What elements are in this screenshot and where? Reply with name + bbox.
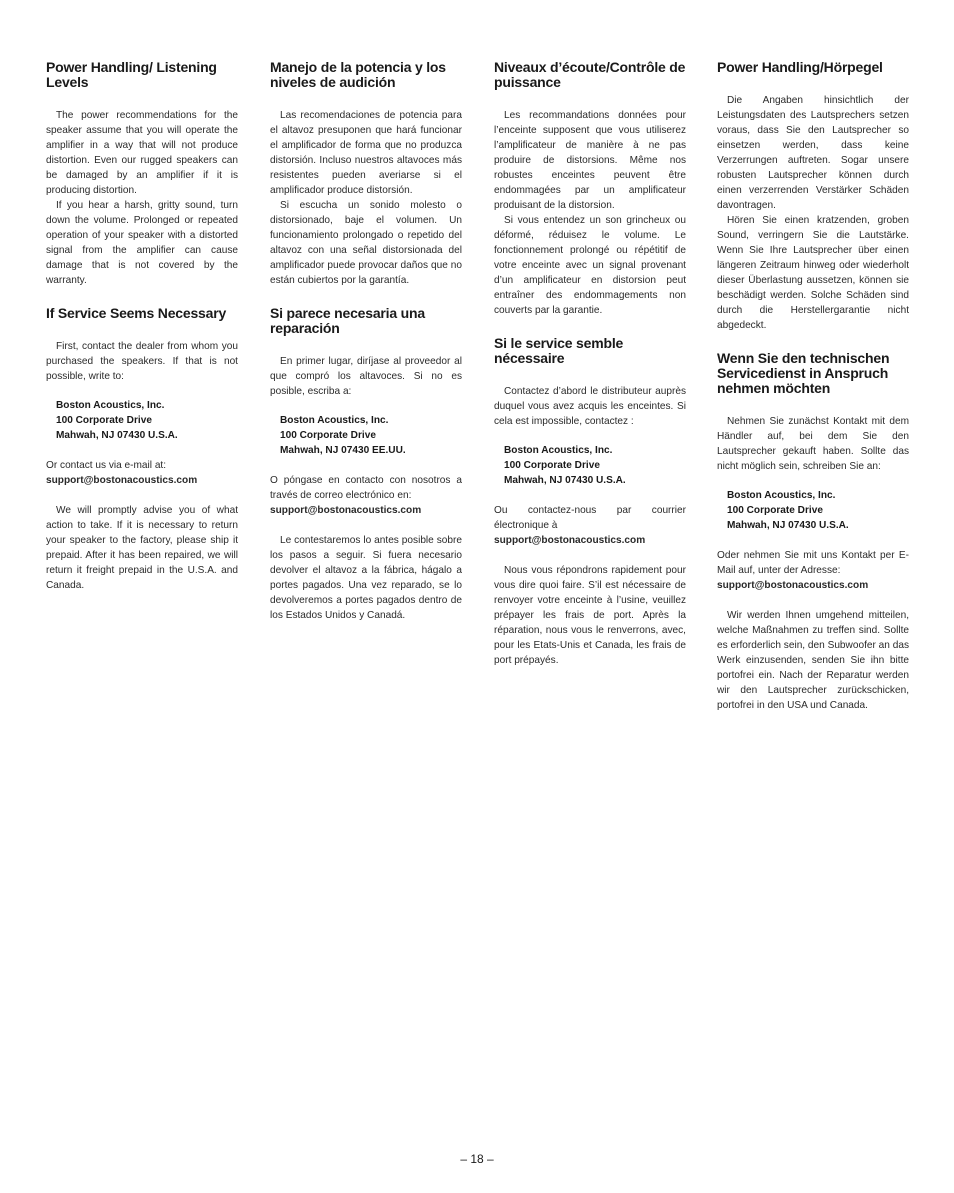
- email-link[interactable]: support@bostonacoustics.com: [270, 505, 422, 516]
- paragraph: Or contact us via e-mail at:: [46, 460, 167, 471]
- heading-service: Wenn Sie den technischen Servicedienst in Anspruch nehmen möchten: [717, 350, 890, 396]
- paragraph: Oder nehmen Sie mit uns Kontakt per E-Mail auf, unter der Adresse:: [717, 550, 909, 576]
- heading-power-handling: Manejo de la potencia y los niveles de audición: [270, 59, 446, 90]
- paragraph: Si escucha un sonido molesto o distorsionado, baje el volumen. Un funcionamiento prolongado o repetido del altavoz con una señal distorsionada del amplificador puede provocar daños que no están cubiertos por la garantía.: [270, 200, 462, 286]
- address-line: 100 Corporate Drive: [504, 460, 600, 471]
- paragraph: En primer lugar, diríjase al proveedor al que compró los altavoces. Si no es posible, escriba a:: [270, 356, 462, 397]
- address-line: Mahwah, NJ 07430 U.S.A.: [504, 475, 626, 486]
- paragraph: Die Angaben hinsichtlich der Leistungsdaten des Lautsprechers setzen voraus, dass Sie den Lautsprecher so einsetzen werden, dass keine Verzerrungen auftreten. Sogar unsere robusten Lautsprecher können durch einen verzerrenden Verstärker Schäden davontragen.: [717, 95, 909, 211]
- heading-power-handling: Power Handling/Hörpegel: [717, 59, 883, 75]
- paragraph: Le contestaremos lo antes posible sobre los pasos a seguir. Si fuera necesario devolver el altavoz a la fábrica, hágalo a portes pagados. Una vez reparado, se lo devolveremos a portes pagados dentro de los Estados Unidos y Canadá.: [270, 535, 462, 621]
- paragraph: We will promptly advise you of what action to take. If it is necessary to return your speaker to the factory, please ship it prepaid. After it has been repaired, we will return it freight prepaid in the U.S.A. and Canada.: [46, 505, 238, 591]
- page-number: – 18 –: [460, 1152, 494, 1166]
- address-line: Mahwah, NJ 07430 U.S.A.: [727, 520, 849, 531]
- paragraph: Les recommandations données pour l’enceinte supposent que vous utiliserez l’amplificateur de manière à ne pas produire de distorsions. Même nos robustes enceintes peuvent être endommagées par un amplificateur produisant de la distorsion.: [494, 110, 686, 211]
- column-english: [46, 60, 238, 593]
- paragraph: The power recommendations for the speaker assume that you will operate the amplifier in a way that will not produce distortion. Even our rugged speakers can be damaged by an amplifier if it is producing distortion.: [46, 110, 238, 196]
- paragraph: Wir werden Ihnen umgehend mitteilen, welche Maßnahmen zu treffen sind. Sollte es erforderlich sein, den Subwoofer an das Werk einzusenden, senden Sie ihn bitte portofrei ein. Nach der Reparatur werden wir den Lautsprecher zurückschicken, portofrei in den USA und Canada.: [717, 610, 909, 711]
- address-line: 100 Corporate Drive: [727, 505, 823, 516]
- address-line: Boston Acoustics, Inc.: [56, 400, 165, 411]
- address-line: 100 Corporate Drive: [280, 430, 376, 441]
- address-line: Boston Acoustics, Inc.: [727, 490, 836, 501]
- paragraph: Si vous entendez un son grincheux ou déformé, réduisez le volume. Le fonctionnement prolongé ou répétitif de votre enceinte avec un signal provenant d’un amplificateur en distorsion peut entraîner des endommagements non couverts par la garantie.: [494, 215, 686, 316]
- paragraph: O póngase en contacto con nosotros a través de correo electrónico en:: [270, 475, 462, 501]
- heading-service: If Service Seems Necessary: [46, 305, 227, 321]
- heading-service: Si le service semble nécessaire: [494, 335, 624, 366]
- heading-power-handling: Niveaux d’écoute/Contrôle de puissance: [494, 59, 686, 90]
- address-line: 100 Corporate Drive: [56, 415, 152, 426]
- paragraph: Ou contactez-nous par courrier électronique à: [494, 505, 686, 531]
- column-german: [717, 60, 909, 713]
- column-french: [494, 60, 686, 668]
- address-block: [270, 413, 462, 458]
- paragraph: First, contact the dealer from whom you purchased the speakers. If that is not possible, write to:: [46, 341, 238, 382]
- paragraph: Contactez d’abord le distributeur auprès duquel vous avez acquis les enceintes. Si cela est impossible, contactez :: [494, 386, 686, 427]
- paragraph: Hören Sie einen kratzenden, groben Sound, verringern Sie die Lautstärke. Wenn Sie Ihre Lautsprecher über einen längeren Zeitraum hinweg oder wiederholt dieser Überlastung aussetzen, können sie beschädigt werden. Solche Schäden sind durch die Herstellergarantie nicht abgedeckt.: [717, 215, 909, 331]
- address-line: Boston Acoustics, Inc.: [280, 415, 389, 426]
- address-line: Boston Acoustics, Inc.: [504, 445, 613, 456]
- heading-power-handling: Power Handling/ Listening Levels: [46, 59, 217, 90]
- address-block: [494, 443, 686, 488]
- address-line: Mahwah, NJ 07430 EE.UU.: [280, 445, 406, 456]
- email-link[interactable]: support@bostonacoustics.com: [494, 535, 646, 546]
- column-spanish: [270, 60, 462, 623]
- heading-service: Si parece necesaria una reparación: [270, 305, 425, 336]
- paragraph: If you hear a harsh, gritty sound, turn down the volume. Prolonged or repeated operation of your speaker with a distorted signal from the amplifier can cause damage that is not covered by the warranty.: [46, 200, 238, 286]
- paragraph: Nous vous répondrons rapidement pour vous dire quoi faire. S’il est nécessaire de renvoyer votre enceinte à l’usine, veuillez prépayer les frais de port. Après la réparation, nous vous le renverrons, avec, pour les Etats-Unis et Canada, les frais de port prépayés.: [494, 565, 686, 666]
- email-link[interactable]: support@bostonacoustics.com: [46, 475, 198, 486]
- paragraph: Las recomendaciones de potencia para el altavoz presuponen que hará funcionar el amplificador de forma que no produzca distorsión. Incluso nuestros altavoces más resistentes pueden averiarse si el amplificador produce distorsión.: [270, 110, 462, 196]
- address-block: [46, 398, 238, 443]
- email-link[interactable]: support@bostonacoustics.com: [717, 580, 869, 591]
- address-block: [717, 488, 909, 533]
- address-line: Mahwah, NJ 07430 U.S.A.: [56, 430, 178, 441]
- paragraph: Nehmen Sie zunächst Kontakt mit dem Händler auf, bei dem Sie den Lautsprecher gekauft haben. Sollte das nicht möglich sein, schreiben Sie an:: [717, 416, 909, 472]
